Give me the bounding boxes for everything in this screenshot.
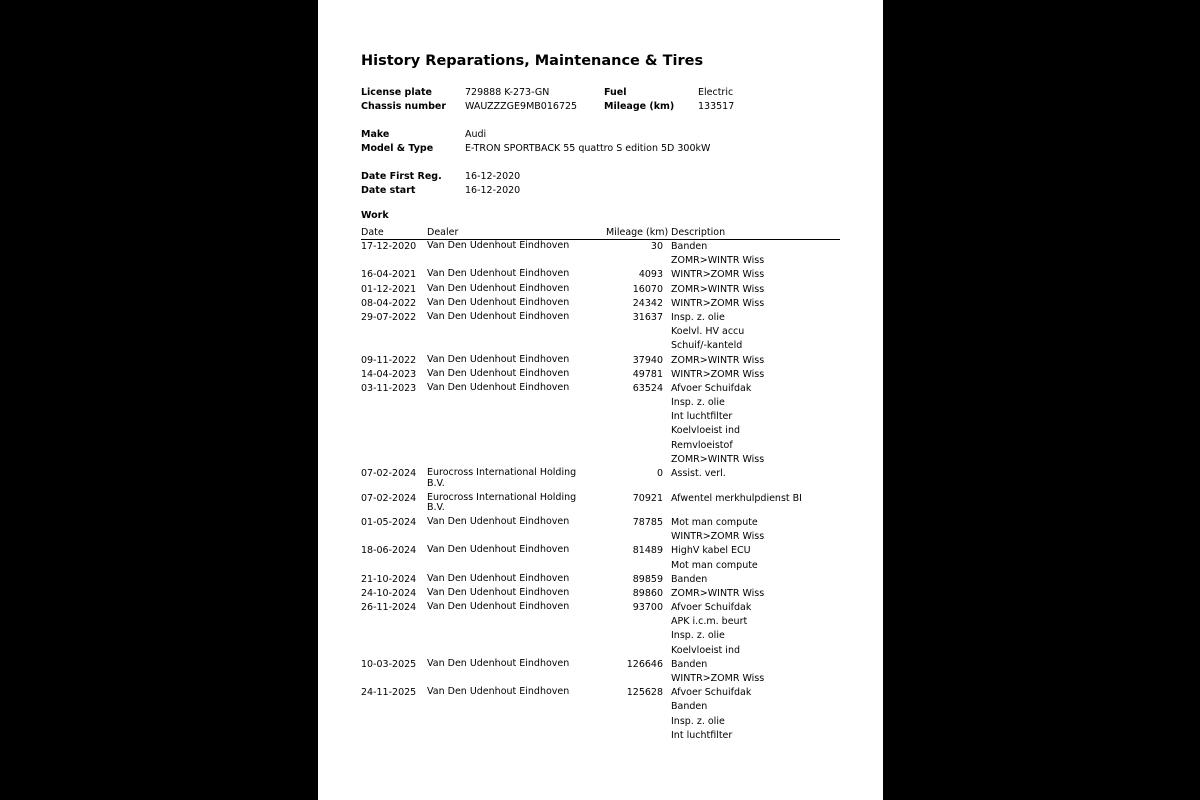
row-mileage: 81489 [632,545,663,557]
model-value: E-TRON SPORTBACK 55 quattro S edition 5D 300kW [465,143,711,154]
row-description: Banden [671,573,708,585]
table-row [361,355,840,369]
table-row [361,517,840,545]
row-date: 29-07-2022 [361,311,417,323]
table-row [361,312,840,355]
mileage-value: 133517 [698,101,735,112]
page-title: History Reparations, Maintenance & Tires [361,53,704,69]
row-descriptions [671,687,841,744]
row-mileage: 89859 [632,573,663,585]
row-dealer: Eurocross International Holding B.V. [427,467,577,489]
model-label: Model & Type [361,143,434,154]
row-date: 01-05-2024 [361,516,417,528]
row-mileage: 0 [656,468,663,480]
row-dealer: Van Den Udenhout Eindhoven [427,296,570,308]
table-row [361,383,840,468]
row-description: Afvoer Schuifdak [671,382,752,394]
fuel-value: Electric [698,87,734,98]
row-date: 10-03-2025 [361,658,417,670]
row-mileage: 16070 [632,283,663,295]
table-row [361,588,840,602]
vehicle-info [361,86,841,206]
row-descriptions [671,545,841,573]
table-row [361,284,840,298]
row-description: Insp. z. olie [671,630,725,642]
row-description: Assist. verl. [671,468,726,480]
header-description: Description [671,227,726,238]
row-description: ZOMR>WINTR Wiss [671,255,765,267]
table-row [361,574,840,588]
date-start-value: 16-12-2020 [465,185,521,196]
row-mileage: 63524 [632,382,663,394]
date-start-label: Date start [361,185,416,196]
row-dealer: Van Den Udenhout Eindhoven [427,686,570,698]
make-value: Audi [465,129,487,140]
row-description: Insp. z. olie [671,397,725,409]
row-descriptions [671,493,841,507]
row-dealer: Van Den Udenhout Eindhoven [427,367,570,379]
row-date: 09-11-2022 [361,354,417,366]
row-mileage: 93700 [632,602,663,614]
row-descriptions [671,241,841,269]
table-row [361,241,840,269]
table-row [361,369,840,383]
row-date: 16-04-2021 [361,269,417,281]
row-date: 07-02-2024 [361,468,417,480]
row-dealer: Van Den Udenhout Eindhoven [427,240,570,251]
row-descriptions [671,517,841,545]
row-descriptions [671,588,841,602]
table-row [361,602,840,659]
row-descriptions [671,312,841,355]
chassis-label: Chassis number [361,101,447,112]
row-description: APK i.c.m. beurt [671,616,748,628]
table-row [361,493,840,517]
row-description: Koelvl. HV accu [671,326,745,338]
row-date: 17-12-2020 [361,241,417,252]
row-mileage: 70921 [632,492,663,504]
row-dealer: Van Den Udenhout Eindhoven [427,381,570,393]
row-dealer: Van Den Udenhout Eindhoven [427,544,570,556]
row-dealer: Van Den Udenhout Eindhoven [427,586,570,598]
row-description: WINTR>ZOMR Wiss [671,531,765,543]
row-dealer: Van Den Udenhout Eindhoven [427,353,570,365]
row-date: 26-11-2024 [361,602,417,614]
chassis-value: WAUZZZGE9MB016725 [465,101,578,112]
row-description: Insp. z. olie [671,311,725,323]
row-description: HighV kabel ECU [671,545,751,557]
row-date: 01-12-2021 [361,283,417,295]
row-dealer: Van Den Udenhout Eindhoven [427,657,570,669]
row-date: 24-11-2025 [361,687,417,699]
table-row [361,687,840,744]
row-descriptions [671,355,841,369]
row-descriptions [671,369,841,383]
header-dealer: Dealer [427,227,459,238]
row-mileage: 78785 [632,516,663,528]
row-descriptions [671,284,841,298]
row-mileage: 126646 [626,658,663,670]
row-descriptions [671,383,841,468]
row-date: 18-06-2024 [361,545,417,557]
table-row [361,269,840,283]
first-reg-label: Date First Reg. [361,171,442,182]
first-reg-value: 16-12-2020 [465,171,521,182]
row-mileage: 24342 [632,297,663,309]
row-description: Insp. z. olie [671,715,725,727]
row-description: Banden [671,241,708,252]
row-description: Koelvloeist ind [671,644,740,656]
row-description: WINTR>ZOMR Wiss [671,673,765,685]
row-description: ZOMR>WINTR Wiss [671,283,765,295]
row-date: 03-11-2023 [361,382,417,394]
row-description: Banden [671,658,708,670]
row-mileage: 37940 [632,354,663,366]
row-dealer: Eurocross International Holding B.V. [427,491,577,514]
table-row [361,468,840,492]
row-description: WINTR>ZOMR Wiss [671,269,765,281]
row-mileage: 125628 [626,687,663,699]
row-dealer: Van Den Udenhout Eindhoven [427,572,570,584]
row-mileage: 30 [650,241,663,252]
header-mileage: Mileage (km) [606,227,669,238]
row-mileage: 31637 [632,311,663,323]
row-description: WINTR>ZOMR Wiss [671,368,765,380]
row-description: Int luchtfilter [671,411,733,423]
row-description: Mot man compute [671,516,758,528]
row-descriptions [671,468,841,482]
fuel-label: Fuel [604,87,627,98]
row-description: WINTR>ZOMR Wiss [671,297,765,309]
row-descriptions [671,269,841,283]
table-row [361,298,840,312]
make-label: Make [361,129,390,140]
row-description: ZOMR>WINTR Wiss [671,587,765,599]
row-description: Afwentel merkhulpdienst BI [671,492,802,504]
row-mileage: 49781 [632,368,663,380]
row-dealer: Van Den Udenhout Eindhoven [427,268,570,280]
row-date: 14-04-2023 [361,368,417,380]
row-descriptions [671,574,841,588]
row-dealer: Van Den Udenhout Eindhoven [427,310,570,322]
document-page [318,0,883,800]
row-description: Remvloeistof [671,439,733,451]
work-table-header [361,227,840,240]
license-plate-value: 729888 K-273-GN [465,87,550,98]
row-dealer: Van Den Udenhout Eindhoven [427,515,570,527]
work-section-title: Work [361,210,389,221]
row-date: 21-10-2024 [361,573,417,585]
row-dealer: Van Den Udenhout Eindhoven [427,601,570,613]
row-dealer: Van Den Udenhout Eindhoven [427,282,570,294]
row-description: Int luchtfilter [671,729,733,741]
row-descriptions [671,602,841,659]
row-description: Mot man compute [671,559,758,571]
row-mileage: 89860 [632,587,663,599]
row-mileage: 4093 [638,269,663,281]
row-description: Banden [671,701,708,713]
table-row [361,659,840,687]
row-descriptions [671,298,841,312]
row-description: Afvoer Schuifdak [671,602,752,614]
table-row [361,545,840,573]
license-plate-label: License plate [361,87,433,98]
row-description: Schuif/-kanteld [671,340,743,352]
row-description: Koelvloeist ind [671,425,740,437]
mileage-label: Mileage (km) [604,101,675,112]
work-table-body [361,241,840,744]
row-description: ZOMR>WINTR Wiss [671,354,765,366]
row-date: 08-04-2022 [361,297,417,309]
row-descriptions [671,659,841,687]
row-date: 24-10-2024 [361,587,417,599]
row-date: 07-02-2024 [361,492,417,504]
header-date: Date [361,227,384,238]
row-description: ZOMR>WINTR Wiss [671,453,765,465]
row-description: Afvoer Schuifdak [671,687,752,699]
